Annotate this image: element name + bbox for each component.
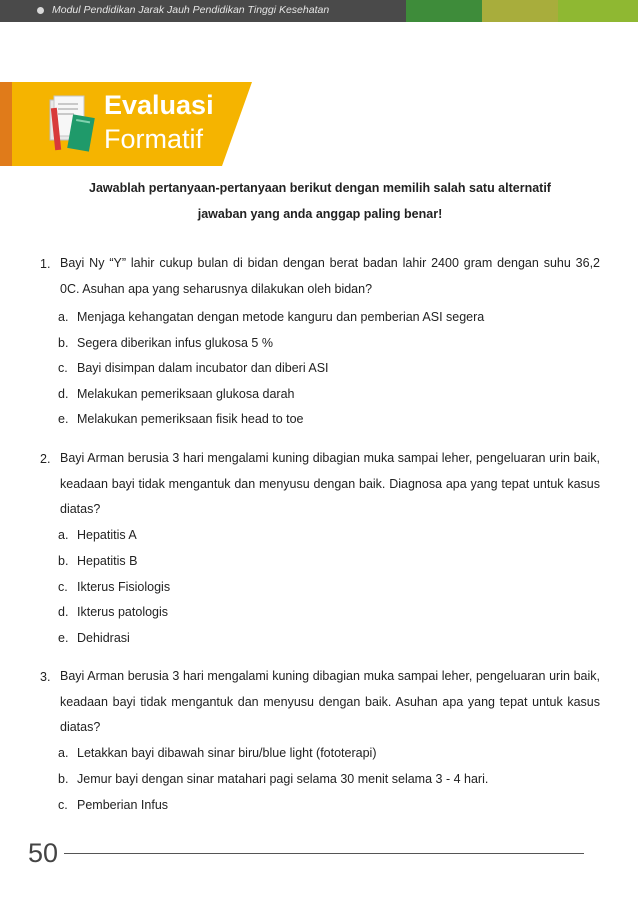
option-text: Letakkan bayi dibawah sinar biru/blue light (fototerapi) (77, 746, 377, 760)
option-2c (58, 580, 170, 594)
option-letter: e. (58, 631, 69, 645)
option-text: Hepatitis A (77, 528, 137, 542)
option-text: Segera diberikan infus glukosa 5 % (77, 336, 273, 350)
option-text: Pemberian Infus (77, 798, 169, 812)
option-letter: d. (58, 387, 69, 401)
question-number: 2. (40, 452, 51, 466)
option-letter: c. (58, 580, 68, 594)
option-letter: b. (58, 336, 69, 350)
option-text: Dehidrasi (77, 631, 130, 645)
running-header (0, 0, 638, 22)
option-1c (58, 361, 329, 375)
option-2b (58, 554, 137, 568)
question-text: Bayi Arman berusia 3 hari mengalami kuning dibagian muka sampai leher, pengeluaran urin baik, keadaan bayi tidak mengantuk dan menyusu dengan baik. Asuhan apa yang tepat untuk kasus diatas? (60, 669, 600, 734)
option-2d (58, 605, 168, 619)
option-letter: b. (58, 772, 69, 786)
option-3a (58, 746, 376, 760)
option-text: Melakukan pemeriksaan glukosa darah (77, 387, 295, 401)
section-banner (0, 82, 260, 166)
header-lime-band (558, 0, 638, 22)
option-text: Jemur bayi dengan sinar matahari pagi selama 30 menit selama 3 - 4 hari. (77, 772, 489, 786)
option-3c (58, 798, 168, 812)
option-text: Bayi disimpan dalam incubator dan diberi ASI (77, 361, 329, 375)
bullet-icon (37, 7, 44, 14)
page-number: 50 (28, 838, 59, 868)
banner-title-line2: Formatif (104, 124, 204, 154)
option-letter: d. (58, 605, 69, 619)
header-green-band (406, 0, 482, 22)
option-text: Melakukan pemeriksaan fisik head to toe (77, 412, 304, 426)
instruction-line2: jawaban yang anda anggap paling benar! (197, 207, 443, 221)
footer-rule (64, 853, 584, 854)
option-letter: c. (58, 361, 68, 375)
option-letter: b. (58, 554, 69, 568)
option-text: Ikterus patologis (77, 605, 169, 619)
question-number: 3. (40, 670, 51, 684)
banner-accent-strip (0, 82, 12, 166)
option-1d (58, 387, 295, 401)
option-3b (58, 772, 488, 786)
document-pencil-icon (48, 94, 98, 161)
question-text: Bayi Arman berusia 3 hari mengalami kuning dibagian muka sampai leher, pengeluaran urin baik, keadaan bayi tidak mengantuk dan menyusu dengan baik. Diagnosa apa yang tepat untuk kasus diatas? (60, 451, 600, 516)
option-text: Menjaga kehangatan dengan metode kanguru dan pemberian ASI segera (77, 310, 485, 324)
option-letter: a. (58, 746, 69, 760)
option-letter: e. (58, 412, 69, 426)
option-1a (58, 310, 484, 324)
option-text: Hepatitis B (77, 554, 138, 568)
option-1e (58, 412, 304, 426)
option-letter: a. (58, 310, 69, 324)
question-text: Bayi Ny “Y” lahir cukup bulan di bidan dengan berat badan lahir 2400 gram dengan suhu 36,2 0C. Asuhan apa yang seharusnya dilakukan oleh bidan? (60, 256, 600, 296)
option-1b (58, 336, 273, 350)
question-number: 1. (40, 257, 51, 271)
instruction-line1: Jawablah pertanyaan-pertanyaan berikut dengan memilih salah satu alternatif (89, 181, 551, 195)
option-text: Ikterus Fisiologis (77, 580, 171, 594)
option-2a (58, 528, 137, 542)
option-letter: a. (58, 528, 69, 542)
option-2e (58, 631, 130, 645)
header-olive-band (482, 0, 558, 22)
banner-title-line1: Evaluasi (104, 90, 214, 120)
option-letter: c. (58, 798, 68, 812)
running-title: Modul Pendidikan Jarak Jauh Pendidikan Tinggi Kesehatan (52, 4, 330, 16)
